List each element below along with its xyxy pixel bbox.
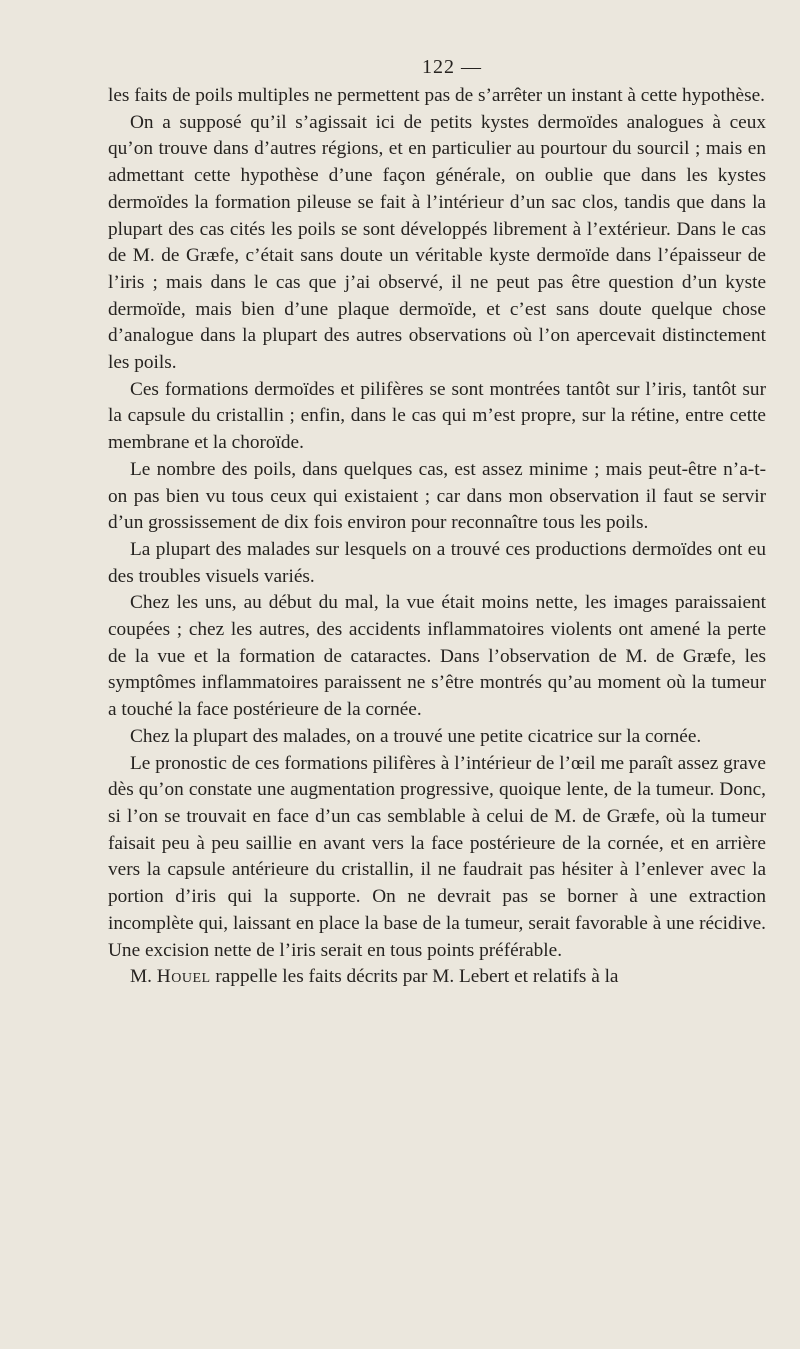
paragraph-final <box>108 964 766 991</box>
paragraph-8: Le pronostic de ces formations pilifères à l’intérieur de l’œil me paraît assez grave dès qu’on constate une augmentation progressive, quoique lente, de la tumeur. Donc, si l’on se trouvait en face d’un cas semblable à celui de M. de Græfe, où la tumeur faisait peu à peu saillie en avant vers la face postérieure de la cornée, et en arrière vers la capsule antérieure du cristallin, il ne faudrait pas hésiter à l’enlever avec la portion d’iris qui la supporte. On ne devrait pas se borner à une extraction incomplète qui, laissant en place la base de la tumeur, serait favorable à une récidive. Une excision nette de l’iris serait en tous points préférable. <box>108 752 766 961</box>
body-text <box>108 83 766 991</box>
paragraph-6: Chez les uns, au début du mal, la vue était moins nette, les images paraissaient coupées ; chez les autres, des accidents inflammatoires violents ont amené la perte de la vue et la formation de cataractes. Dans l’observation de M. de Græfe, les symptômes inflammatoires paraissent ne s’être montrés qu’au moment où la tumeur a touché la face postérieure de la cornée. <box>108 592 766 721</box>
paragraph-7: Chez la plupart des malades, on a trouvé une petite cicatrice sur la cornée. <box>130 725 702 747</box>
paragraph-5: La plupart des malades sur lesquels on a trouvé ces productions dermoïdes ont eu des troubles visuels variés. <box>108 538 766 587</box>
speaker-prefix: M. <box>130 966 152 988</box>
paragraph-final-text: rappelle les faits décrits par M. Lebert et relatifs à la <box>215 966 619 988</box>
page-number: 122 — <box>422 56 482 78</box>
paragraph-4: Le nombre des poils, dans quelques cas, est assez minime ; mais peut-être n’a-t-on pas bien vu tous ceux qui existaient ; car dans mon observation il faut se servir d’un grossissement de dix fois environ pour reconnaître tous les poils. <box>108 458 766 534</box>
paragraph-3: Ces formations dermoïdes et pilifères se sont montrées tantôt sur l’iris, tantôt sur la capsule du cristallin ; enfin, dans le cas qui m’est propre, sur la rétine, entre cette membrane et la choroïde. <box>108 378 766 454</box>
paragraph-2: On a supposé qu’il s’agissait ici de petits kystes dermoïdes analogues à ceux qu’on trouve dans d’autres régions, et en particulier au pourtour du sourcil ; mais en admettant cette hypothèse d’une façon générale, on oublie que dans les kystes dermoïdes la formation pileuse se fait à l’intérieur d’un sac clos, tandis que dans la plupart des cas cités les poils se sont développés librement à l’extérieur. Dans le cas de M. de Græfe, c’était sans doute un véritable kyste dermoïde dans l’épaisseur de l’iris ; mais dans le cas que j’ai observé, il ne peut pas être question d’un kyste dermoïde, mais bien d’une plaque dermoïde, et c’est sans doute quelque chose d’analogue dans la plupart des autres observations où l’on apercevait distinctement les poils. <box>108 111 766 374</box>
speaker-name: Houel <box>156 966 211 988</box>
paragraph-1: les faits de poils multiples ne permettent pas de s’arrêter un instant à cette hypothèse. <box>108 85 765 106</box>
